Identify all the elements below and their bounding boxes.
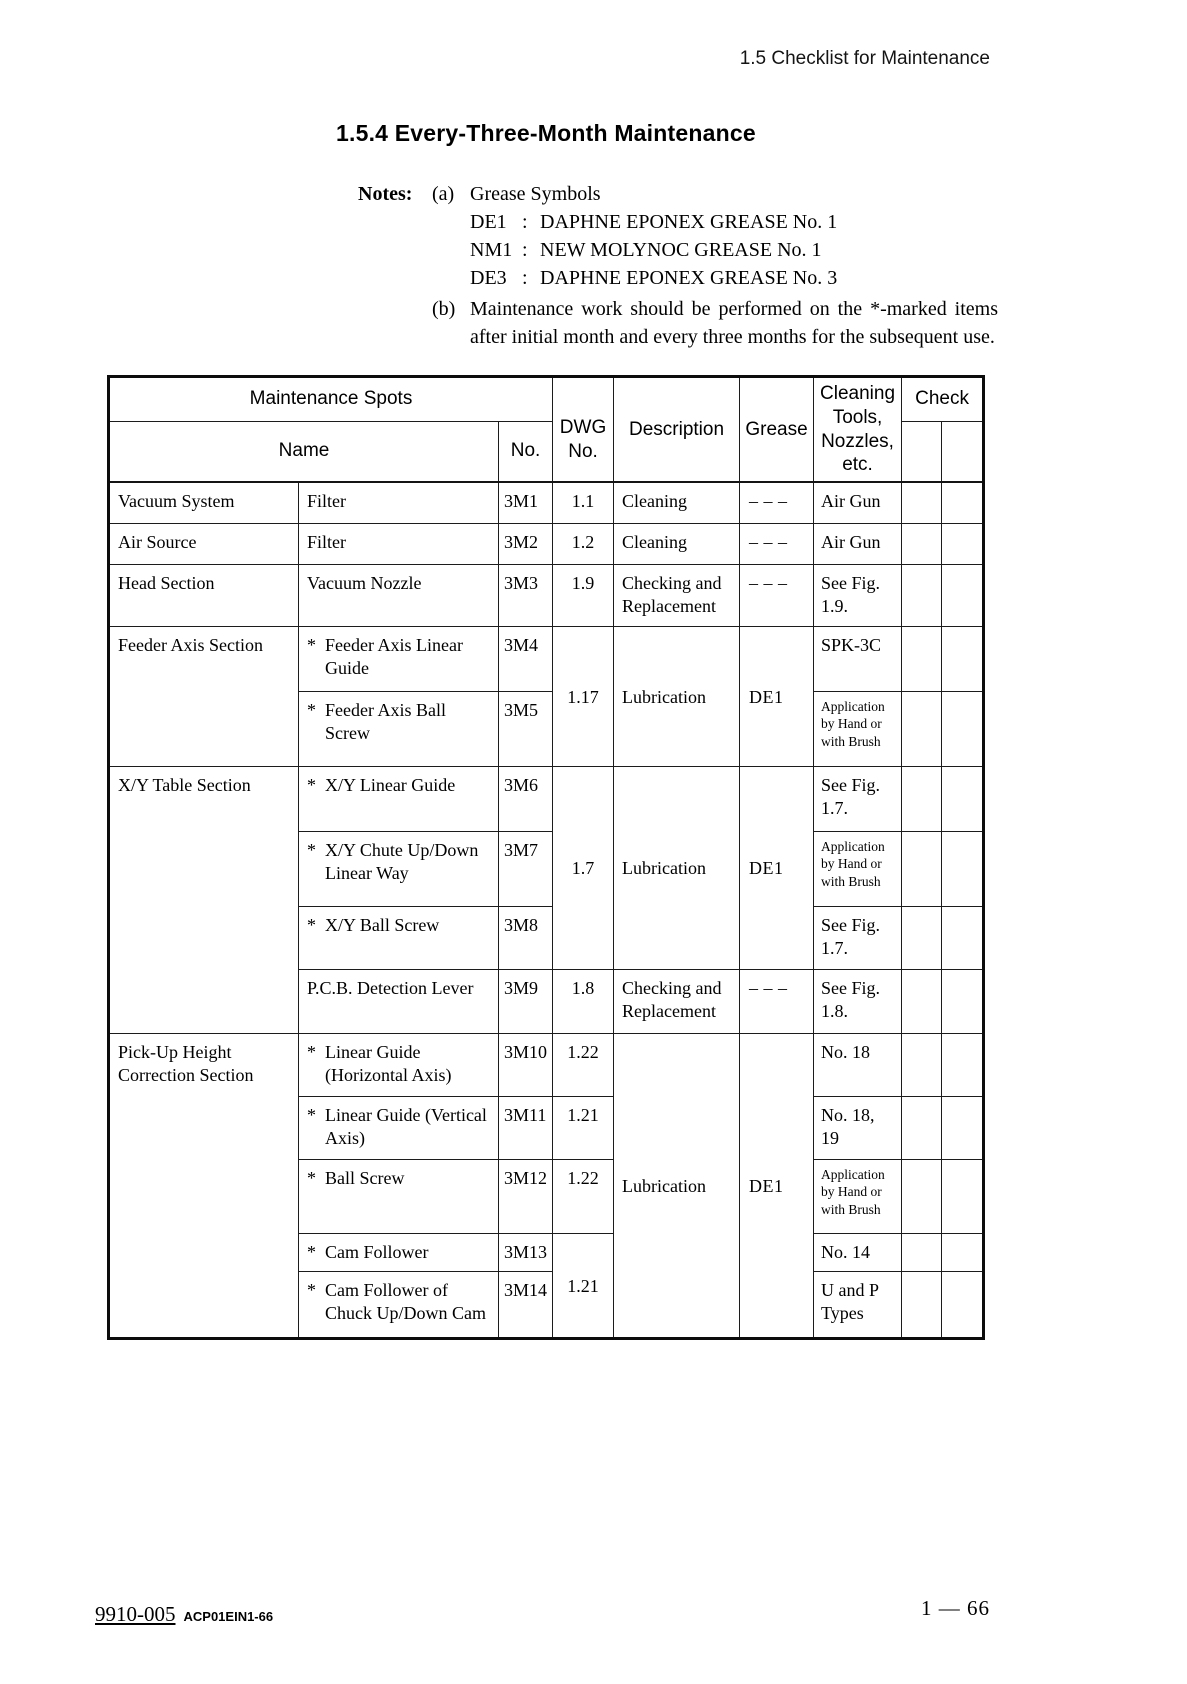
section-cell: Feeder Axis Section — [109, 626, 299, 766]
grease-name: DAPHNE EPONEX GREASE No. 1 — [540, 211, 838, 233]
check-cell — [942, 1233, 984, 1271]
grease-symbol-row — [470, 236, 1006, 264]
grease-name: NEW MOLYNOC GREASE No. 1 — [540, 239, 822, 261]
check-cell — [942, 691, 984, 766]
section-cell: Air Source — [109, 523, 299, 564]
grease-separator: : — [522, 211, 528, 233]
item-cell — [299, 691, 499, 766]
check-cell — [902, 766, 942, 831]
table-row — [109, 766, 984, 831]
grease-separator: : — [522, 267, 528, 289]
tool-cell: U and P Types — [814, 1271, 902, 1338]
part-no-cell: 3M11 — [499, 1096, 553, 1159]
note-b-marker: (b) — [432, 298, 456, 320]
tool-cell: SPK-3C — [814, 626, 902, 691]
grease-code: NM1 — [470, 239, 513, 261]
description-cell: Lubrication — [614, 766, 740, 969]
part-no-cell: 3M2 — [499, 523, 553, 564]
grease-symbol-row — [470, 208, 1006, 236]
item-cell — [299, 1159, 499, 1233]
tool-cell: Air Gun — [814, 482, 902, 523]
item-cell — [299, 766, 499, 831]
grease-cell: – – – — [740, 564, 814, 626]
part-no-cell: 3M7 — [499, 831, 553, 906]
dwg-no-cell: 1.22 — [553, 1033, 614, 1096]
grease-symbols-title: Grease Symbols — [470, 183, 601, 205]
table-row — [109, 1033, 984, 1096]
item-cell — [299, 1233, 499, 1271]
item-name: Linear Guide (Vertical Axis) — [325, 1104, 487, 1148]
grease-code: DE1 — [470, 211, 507, 233]
check-cell — [902, 1096, 942, 1159]
check-cell — [942, 1033, 984, 1096]
item-cell — [299, 1033, 499, 1096]
part-no-cell: 3M14 — [499, 1271, 553, 1338]
part-no-cell: 3M3 — [499, 564, 553, 626]
check-cell — [942, 1096, 984, 1159]
item-cell — [299, 482, 499, 523]
part-no-cell: 3M13 — [499, 1233, 553, 1271]
part-no-cell: 3M4 — [499, 626, 553, 691]
description-cell: Cleaning — [614, 523, 740, 564]
note-b-text: Maintenance work should be performed on the *-marked items after initial month and every three months for the subsequent use. — [470, 298, 998, 348]
item-name: Filter — [307, 491, 346, 511]
part-no-cell: 3M8 — [499, 906, 553, 969]
section-cell: X/Y Table Section — [109, 766, 299, 1033]
grease-code: DE3 — [470, 267, 507, 289]
document-code: 9910-005 — [95, 1602, 176, 1626]
grease-cell: DE1 — [740, 1033, 814, 1338]
check-cell — [902, 1033, 942, 1096]
note-a-marker: (a) — [432, 183, 455, 205]
item-cell — [299, 969, 499, 1033]
item-name: X/Y Ball Screw — [325, 914, 440, 935]
part-no-cell: 3M5 — [499, 691, 553, 766]
dwg-no-cell: 1.1 — [553, 482, 614, 523]
part-no-cell: 3M12 — [499, 1159, 553, 1233]
header-dwg-no: DWG No. — [553, 377, 614, 483]
table-row — [109, 482, 984, 523]
item-name: Ball Screw — [325, 1167, 405, 1188]
notes-block — [358, 180, 1006, 351]
tool-cell: See Fig. 1.9. — [814, 564, 902, 626]
grease-cell: DE1 — [740, 626, 814, 766]
item-cell — [299, 1096, 499, 1159]
header-name: Name — [109, 421, 499, 482]
table-row — [109, 626, 984, 691]
part-no-cell: 3M6 — [499, 766, 553, 831]
tool-cell: See Fig. 1.7. — [814, 906, 902, 969]
grease-cell: DE1 — [740, 766, 814, 969]
star-marker: * — [307, 699, 316, 720]
maintenance-table-wrap — [107, 375, 985, 1340]
part-no-cell: 3M9 — [499, 969, 553, 1033]
check-cell — [902, 626, 942, 691]
grease-cell: – – – — [740, 969, 814, 1033]
item-name: X/Y Chute Up/Down Linear Way — [325, 839, 479, 883]
header-check: Check — [902, 377, 984, 422]
star-marker: * — [307, 634, 316, 655]
tool-cell: Application by Hand or with Brush — [814, 831, 902, 906]
description-cell: Checking and Replacement — [614, 969, 740, 1033]
description-cell: Lubrication — [614, 1033, 740, 1338]
grease-cell: – – – — [740, 482, 814, 523]
tool-cell: Application by Hand or with Brush — [814, 691, 902, 766]
grease-symbols-list — [470, 208, 1006, 292]
description-cell: Checking and Replacement — [614, 564, 740, 626]
footer-document-id — [95, 1602, 273, 1627]
item-name: Feeder Axis Linear Guide — [325, 634, 463, 678]
header-check-sub-1 — [902, 421, 942, 482]
check-cell — [902, 523, 942, 564]
tool-cell: See Fig. 1.8. — [814, 969, 902, 1033]
tool-cell: No. 18 — [814, 1033, 902, 1096]
maintenance-table — [107, 375, 985, 1340]
check-cell — [902, 1233, 942, 1271]
section-cell: Pick-Up Height Correction Section — [109, 1033, 299, 1338]
page-number: 1 — 66 — [921, 1596, 990, 1620]
header-no: No. — [499, 421, 553, 482]
check-cell — [942, 1271, 984, 1338]
document-subcode: ACP01EIN1-66 — [183, 1609, 274, 1624]
check-cell — [902, 1159, 942, 1233]
check-cell — [942, 766, 984, 831]
check-cell — [902, 831, 942, 906]
check-cell — [902, 564, 942, 626]
check-cell — [942, 1159, 984, 1233]
header-maintenance-spots: Maintenance Spots — [109, 377, 553, 422]
grease-symbol-row — [470, 264, 1006, 292]
dwg-no-cell: 1.22 — [553, 1159, 614, 1233]
header-check-sub-2 — [942, 421, 984, 482]
item-name: Cam Follower of Chuck Up/Down Cam — [325, 1279, 486, 1323]
check-cell — [902, 482, 942, 523]
part-no-cell: 3M1 — [499, 482, 553, 523]
check-cell — [942, 626, 984, 691]
item-name: Linear Guide (Horizontal Axis) — [325, 1041, 452, 1085]
note-b — [358, 295, 1006, 351]
dwg-no-cell: 1.9 — [553, 564, 614, 626]
header-cleaning-tools: Cleaning Tools, Nozzles, etc. — [814, 377, 902, 483]
item-name: Vacuum Nozzle — [307, 572, 422, 593]
grease-name: DAPHNE EPONEX GREASE No. 3 — [540, 267, 838, 289]
note-a-content — [470, 180, 1006, 292]
star-marker: * — [307, 914, 316, 935]
dwg-no-cell: 1.7 — [553, 766, 614, 969]
header-description: Description — [614, 377, 740, 483]
star-marker: * — [307, 1041, 316, 1062]
check-cell — [942, 523, 984, 564]
table-row — [109, 523, 984, 564]
item-name: Filter — [307, 531, 346, 552]
dwg-no-cell: 1.2 — [553, 523, 614, 564]
star-marker: * — [307, 1241, 316, 1262]
item-name: P.C.B. Detection Lever — [307, 977, 474, 998]
item-cell — [299, 1271, 499, 1338]
description-cell: Cleaning — [614, 482, 740, 523]
tool-cell: No. 14 — [814, 1233, 902, 1271]
star-marker: * — [307, 1279, 316, 1300]
item-cell — [299, 626, 499, 691]
description-cell: Lubrication — [614, 626, 740, 766]
part-no-cell: 3M10 — [499, 1033, 553, 1096]
star-marker: * — [307, 1167, 316, 1188]
check-cell — [942, 969, 984, 1033]
grease-separator: : — [522, 239, 528, 261]
section-cell: Vacuum System — [109, 482, 299, 523]
check-cell — [902, 906, 942, 969]
dwg-no-cell: 1.17 — [553, 626, 614, 766]
section-title: 1.5.4 Every-Three-Month Maintenance — [336, 120, 756, 146]
item-cell — [299, 523, 499, 564]
table-row — [109, 564, 984, 626]
dwg-no-cell: 1.21 — [553, 1233, 614, 1338]
dwg-no-cell: 1.21 — [553, 1096, 614, 1159]
item-name: Cam Follower — [325, 1241, 429, 1262]
check-cell — [902, 1271, 942, 1338]
tool-cell: No. 18, 19 — [814, 1096, 902, 1159]
grease-cell: – – – — [740, 523, 814, 564]
section-cell: Head Section — [109, 564, 299, 626]
check-cell — [942, 906, 984, 969]
notes-label: Notes: — [358, 183, 413, 205]
item-name: Feeder Axis Ball Screw — [325, 699, 446, 743]
running-header: 1.5 Checklist for Maintenance — [739, 48, 990, 69]
dwg-no-cell: 1.8 — [553, 969, 614, 1033]
check-cell — [942, 831, 984, 906]
check-cell — [902, 691, 942, 766]
tool-cell: See Fig. 1.7. — [814, 766, 902, 831]
item-cell — [299, 564, 499, 626]
star-marker: * — [307, 839, 316, 860]
check-cell — [942, 564, 984, 626]
star-marker: * — [307, 1104, 316, 1125]
star-marker: * — [307, 774, 316, 795]
check-cell — [942, 482, 984, 523]
tool-cell: Air Gun — [814, 523, 902, 564]
header-row-1 — [109, 377, 984, 422]
note-a — [358, 180, 1006, 292]
item-cell — [299, 831, 499, 906]
item-name: X/Y Linear Guide — [325, 774, 456, 795]
item-cell — [299, 906, 499, 969]
tool-cell: Application by Hand or with Brush — [814, 1159, 902, 1233]
header-grease: Grease — [740, 377, 814, 483]
check-cell — [902, 969, 942, 1033]
